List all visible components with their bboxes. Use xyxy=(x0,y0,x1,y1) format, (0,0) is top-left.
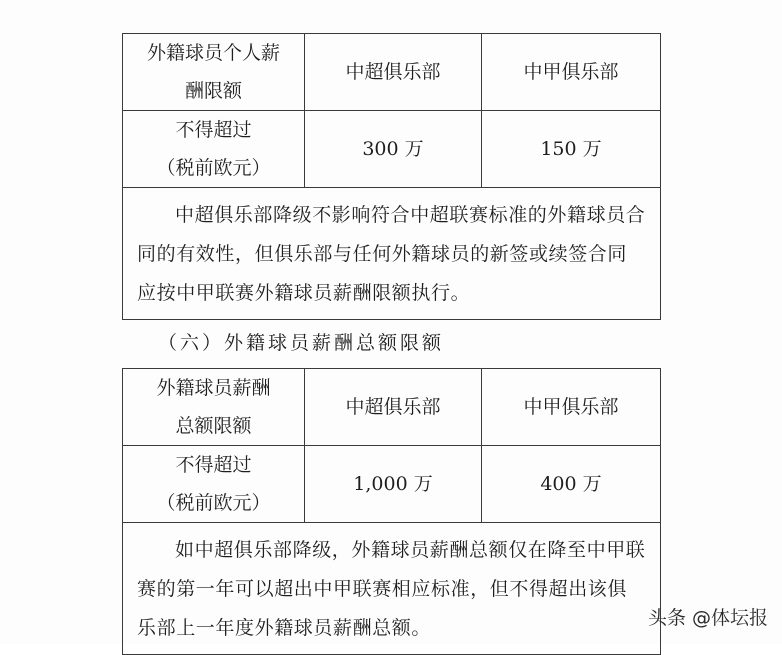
table1-row-label-line1: 不得超过 xyxy=(175,119,252,141)
table1-row-label xyxy=(123,111,305,188)
table2-note-row xyxy=(123,523,661,655)
table1-note-text: 中超俱乐部降级不影响符合中超联赛标准的外籍球员合同的有效性，但俱乐部与任何外籍球员的新签或续签合同应按中甲联赛外籍球员薪酬限额执行。 xyxy=(137,204,646,304)
table1-row-label-line2: （税前欧元） xyxy=(156,157,271,179)
individual-salary-limit-table xyxy=(122,33,661,320)
table2-row-label-line1: 不得超过 xyxy=(175,454,252,476)
table2-header-cl1: 中甲俱乐部 xyxy=(482,369,661,446)
table2-header-label: 外籍球员薪酬总额限额 xyxy=(123,369,305,446)
table2-cl1-value: 400 万 xyxy=(482,446,661,523)
table2-note xyxy=(123,523,661,655)
table1-header-label: 外籍球员个人薪酬限额 xyxy=(123,34,305,111)
watermark: 头条 @体坛报 xyxy=(647,607,768,629)
table2-row-label xyxy=(123,446,305,523)
table2-limit-row xyxy=(123,446,661,523)
table2-header-csl: 中超俱乐部 xyxy=(305,369,482,446)
table1-note xyxy=(123,188,661,320)
table1-limit-row xyxy=(123,111,661,188)
table2-csl-value: 1,000 万 xyxy=(305,446,482,523)
total-salary-limit-table xyxy=(122,368,661,655)
table1-cl1-value: 150 万 xyxy=(482,111,661,188)
section-heading: （六）外籍球员薪酬总额限额 xyxy=(158,332,445,354)
table1-note-row xyxy=(123,188,661,320)
table1-header-cl1: 中甲俱乐部 xyxy=(482,34,661,111)
table1-header-csl: 中超俱乐部 xyxy=(305,34,482,111)
table2-note-text: 如中超俱乐部降级，外籍球员薪酬总额仅在降至中甲联赛的第一年可以超出中甲联赛相应标准，但不得超出该俱乐部上一年度外籍球员薪酬总额。 xyxy=(137,539,646,639)
table2-header-row xyxy=(123,369,661,446)
table1-header-row xyxy=(123,34,661,111)
table2-row-label-line2: （税前欧元） xyxy=(156,492,271,514)
table1-csl-value: 300 万 xyxy=(305,111,482,188)
